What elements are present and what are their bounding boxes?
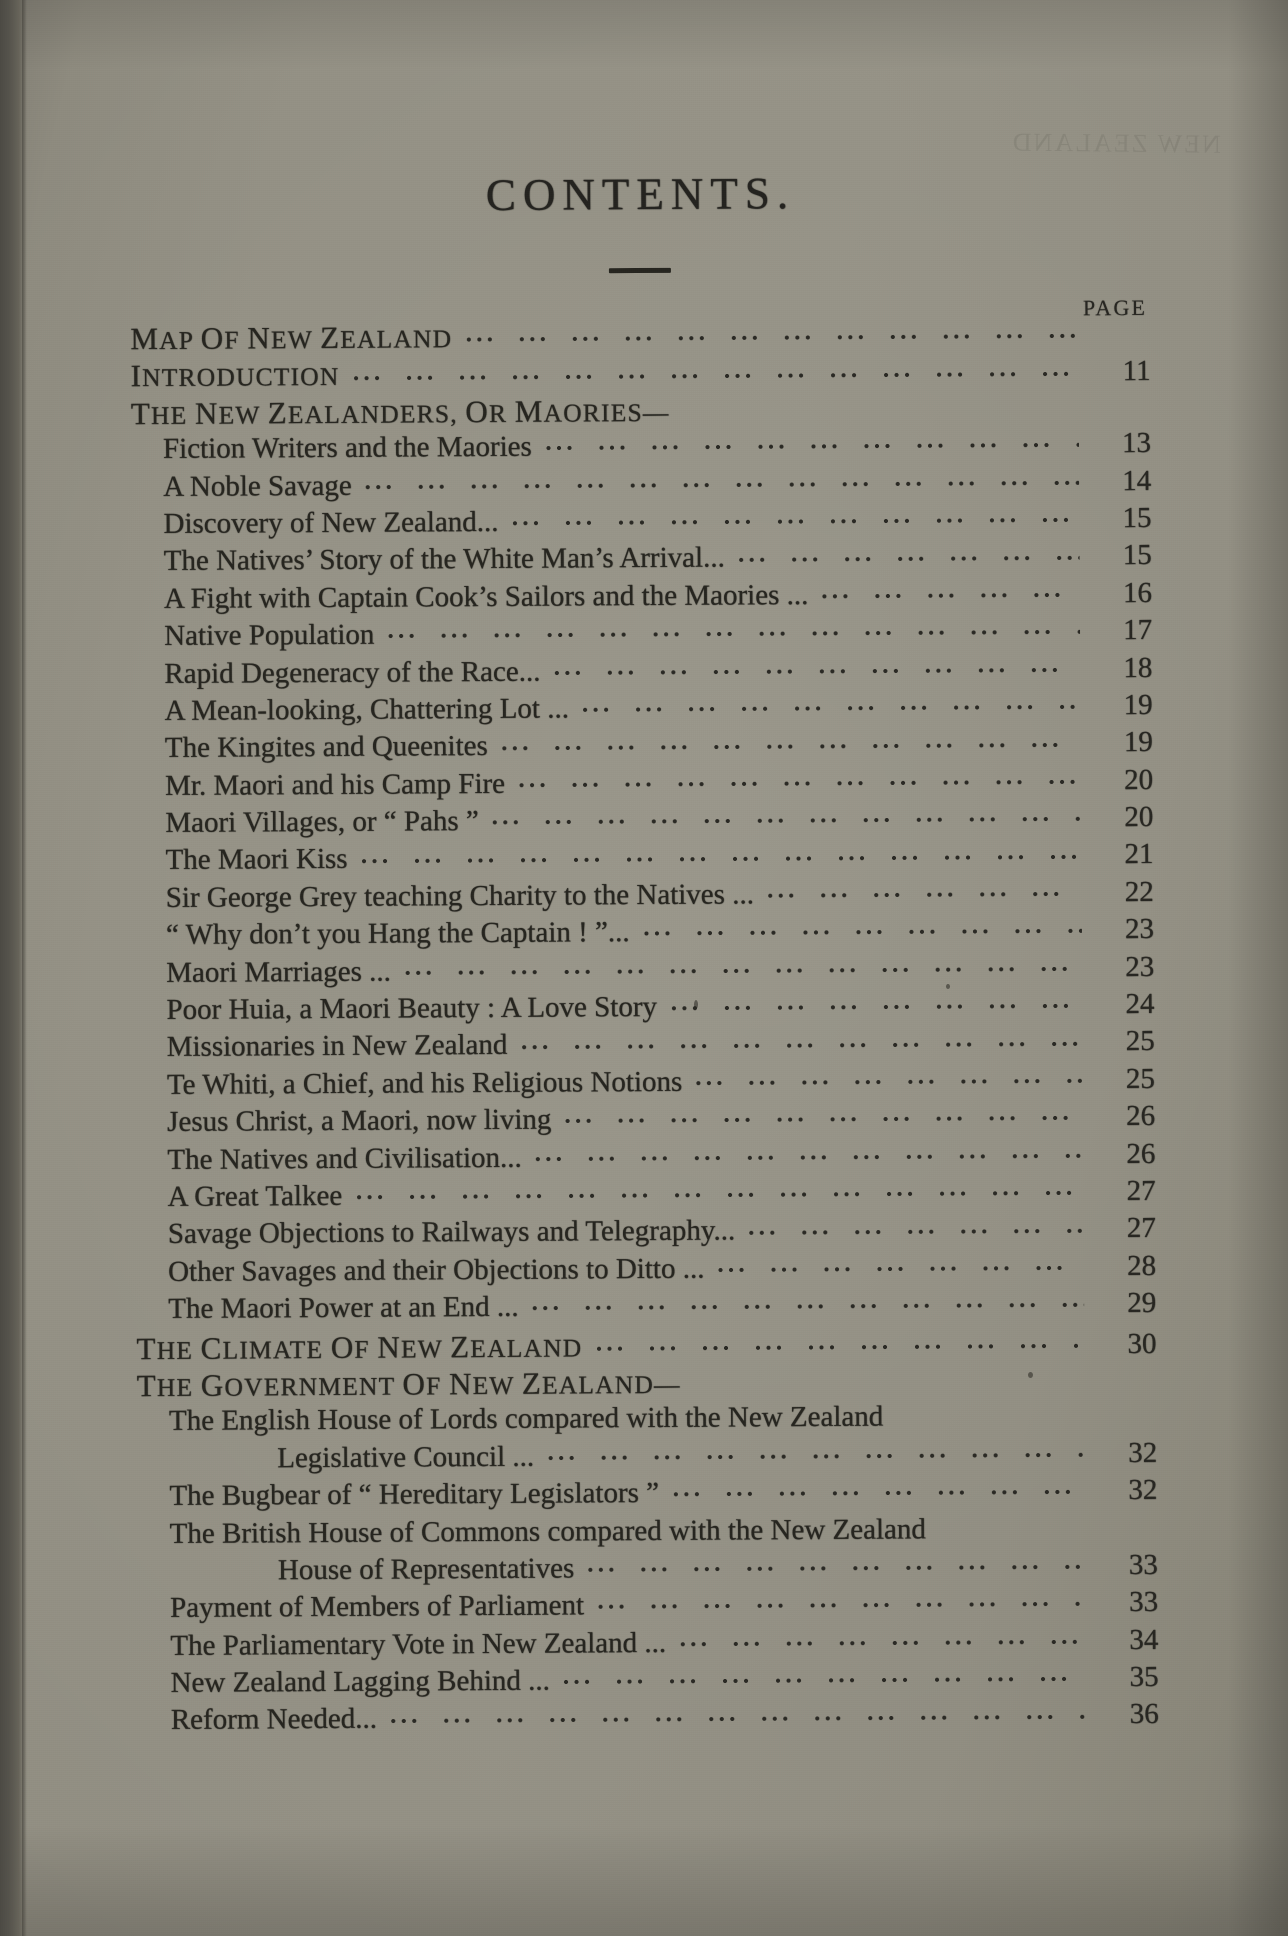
bottom-edge-shadow (0, 1826, 1288, 1936)
leader-dots (512, 511, 1079, 530)
toc-entry-label: Reform Needed... (170, 1703, 378, 1737)
toc-entry-label: MAP OF NEW ZEALAND (130, 319, 453, 357)
toc-entry-page-number: 11 (1122, 355, 1151, 388)
leader-dots (519, 773, 1081, 792)
leader-dots (683, 402, 1078, 420)
toc-entry-label: INTRODUCTION (130, 358, 340, 394)
toc-entry-page-number: 24 (1125, 987, 1155, 1021)
toc-entry-page-number: 13 (1121, 427, 1152, 460)
toc-entry[interactable] (131, 464, 1151, 508)
toc-entry-page-number: 15 (1122, 501, 1152, 535)
leader-dots (897, 1409, 1085, 1426)
leader-dots (822, 586, 1080, 604)
toc-entry-page-number: 19 (1123, 688, 1153, 721)
toc-entry-page-number: 23 (1124, 913, 1155, 946)
leader-dots (554, 661, 1080, 680)
toc-entry-label: Fiction Writers and the Maories (162, 430, 532, 466)
toc-entry-page-number: 23 (1125, 950, 1155, 983)
toc-entry[interactable] (133, 689, 1153, 733)
top-edge-shadow (0, 0, 1288, 70)
leader-dots (673, 1483, 1086, 1502)
toc-entry-label: “ Why don’t you Hang the Captain ! ”... (165, 916, 630, 952)
toc-entry-label: The English House of Lords compared with the New Zealand (168, 1400, 884, 1438)
toc-entry[interactable] (132, 577, 1152, 621)
leader-dots (696, 1072, 1083, 1090)
toc-entry-page-number: 32 (1128, 1436, 1158, 1469)
leader-dots (598, 1596, 1086, 1615)
toc-entry[interactable] (132, 539, 1152, 583)
toc-entry-page-number: 26 (1125, 1100, 1156, 1133)
toc-entry[interactable] (139, 1698, 1159, 1742)
toc-entry-label: THE CLIMATE OF NEW ZEALAND (136, 1328, 583, 1366)
toc-entry[interactable] (138, 1661, 1158, 1705)
toc-entry-label: The Maori Kiss (165, 843, 348, 877)
toc-entry-label: Payment of Members of Parliament (169, 1589, 585, 1625)
toc-entry[interactable] (135, 1063, 1155, 1107)
ink-speck (694, 1000, 698, 1009)
toc-entry[interactable] (137, 1362, 1157, 1406)
toc-entry-page-number: 25 (1125, 1062, 1155, 1095)
toc-entry[interactable] (136, 1250, 1156, 1294)
toc-entry-label: Missionaries in New Zealand (166, 1029, 508, 1064)
leader-dots (536, 1147, 1084, 1166)
toc-entry-label: Savage Objections to Railways and Telegraphy... (167, 1214, 736, 1251)
toc-entry[interactable] (136, 1324, 1156, 1368)
toc-entry-page-number: 26 (1126, 1137, 1156, 1170)
toc-entry[interactable] (130, 352, 1150, 396)
leader-dots (680, 1633, 1086, 1651)
toc-entry-label: Te Whiti, a Chief, and his Religious Notions (166, 1065, 683, 1101)
toc-entry-page-number: 33 (1128, 1548, 1158, 1581)
leader-dots (353, 365, 1078, 385)
leader-dots (739, 549, 1080, 567)
toc-entry[interactable] (130, 315, 1150, 359)
leader-dots (768, 885, 1082, 903)
toc-entry-label: House of Representatives (277, 1552, 575, 1587)
toc-entry-label: The Parliamentary Vote in New Zealand ... (170, 1626, 667, 1662)
toc-entry[interactable] (134, 876, 1154, 920)
toc-entry[interactable] (137, 1399, 1157, 1443)
toc-entry-label: The Maori Power at an End ... (168, 1290, 519, 1326)
title-divider-rule (609, 268, 671, 273)
leader-dots (466, 327, 1078, 347)
toc-entry-label: THE GOVERNMENT OF NEW ZEALAND— (136, 1365, 681, 1404)
toc-entry-page-number: 18 (1123, 651, 1153, 684)
leader-dots (565, 1110, 1083, 1129)
toc-entry-label: A Fight with Captain Cook’s Sailors and the Maories ... (163, 578, 809, 615)
leader-dots (583, 698, 1081, 717)
toc-entry[interactable] (133, 726, 1153, 770)
toc-entry-label: Native Population (164, 618, 375, 653)
leader-dots (644, 923, 1082, 942)
page-column-header: PAGE (1082, 294, 1148, 321)
leader-dots (356, 1184, 1083, 1204)
toc-entry[interactable] (136, 1212, 1156, 1256)
toc-entry-label: The Kingites and Queenites (164, 730, 488, 765)
toc-entry-label: The Natives’ Story of the White Man’s Arrival... (163, 541, 725, 578)
toc-entry-label: A Great Talkee (167, 1179, 343, 1213)
toc-entry-label: Mr. Maori and his Camp Fire (164, 767, 506, 802)
toc-entry-label: Other Savages and their Objections to Ditto ... (167, 1252, 705, 1288)
leader-dots (493, 810, 1082, 830)
binding-gutter-edge (22, 0, 27, 1936)
toc-entry-page-number: 16 (1122, 576, 1152, 609)
toc-entry[interactable] (135, 1175, 1155, 1219)
ink-speck (1028, 1372, 1033, 1378)
toc-entry-label: Sir George Grey teaching Charity to the Natives ... (165, 878, 755, 914)
leader-dots (502, 736, 1081, 756)
toc-entry-page-number: 22 (1124, 875, 1154, 908)
toc-entry[interactable] (131, 427, 1151, 471)
toc-entry-page-number: 30 (1127, 1327, 1157, 1360)
leader-dots (391, 1708, 1087, 1728)
leader-dots (940, 1521, 1086, 1538)
ink-speck (946, 984, 950, 989)
toc-entry-label: Discovery of New Zealand... (163, 505, 499, 540)
leader-dots (564, 1670, 1087, 1689)
toc-entry[interactable] (134, 913, 1154, 957)
toc-entry[interactable] (132, 651, 1152, 695)
toc-entry-page-number: 36 (1129, 1698, 1159, 1731)
toc-entry[interactable] (137, 1474, 1157, 1518)
toc-entry-label: The British House of Commons compared with the New Zealand (169, 1512, 926, 1550)
leader-dots (596, 1337, 1084, 1356)
leader-dots (521, 1035, 1082, 1054)
toc-entry-page-number: 27 (1126, 1212, 1156, 1245)
toc-entry[interactable] (138, 1549, 1158, 1593)
toc-entry-label: Poor Huia, a Maori Beauty : A Love Story (166, 990, 658, 1026)
toc-entry-page-number: 29 (1127, 1287, 1157, 1320)
toc-entry[interactable] (138, 1624, 1158, 1668)
toc-entry-page-number: 27 (1126, 1174, 1156, 1208)
toc-entry-page-number: 21 (1124, 838, 1154, 871)
leader-dots (588, 1558, 1086, 1577)
toc-entry-page-number: 33 (1128, 1586, 1159, 1619)
table-of-contents-list (130, 315, 1159, 1742)
toc-entry-label: A Noble Savage (163, 469, 352, 503)
toc-entry-label: Maori Marriages ... (166, 955, 391, 989)
toc-entry[interactable] (138, 1511, 1158, 1555)
toc-entry-label: New Zealand Lagging Behind ... (170, 1664, 550, 1699)
toc-entry[interactable] (137, 1437, 1157, 1481)
toc-entry-page-number: 20 (1124, 800, 1154, 834)
toc-entry-page-number: 35 (1129, 1660, 1159, 1694)
toc-entry[interactable] (135, 1025, 1155, 1069)
leader-dots (671, 997, 1083, 1016)
leader-dots (362, 848, 1082, 868)
toc-entry-page-number: 28 (1126, 1249, 1157, 1282)
facing-page-showthrough: NEW ZEALAND (1010, 127, 1221, 159)
leader-dots (405, 960, 1082, 980)
toc-entry-label: Jesus Christ, a Maori, now living (167, 1103, 552, 1139)
toc-entry[interactable] (134, 988, 1154, 1032)
leader-dots (533, 1296, 1085, 1315)
toc-entry-page-number: 17 (1123, 614, 1153, 647)
toc-entry-label: Rapid Degeneracy of the Race... (164, 655, 541, 690)
leader-dots (548, 1446, 1085, 1465)
toc-entry-label: Legislative Council ... (277, 1440, 535, 1474)
toc-entry-page-number: 19 (1123, 726, 1153, 759)
toc-entry[interactable] (131, 502, 1151, 546)
toc-entry[interactable] (133, 764, 1153, 808)
toc-entry[interactable] (138, 1586, 1158, 1630)
toc-entry[interactable] (131, 390, 1151, 434)
toc-entry-page-number: 15 (1122, 539, 1152, 572)
leader-dots (749, 1222, 1084, 1240)
toc-entry[interactable] (135, 1100, 1155, 1144)
toc-entry[interactable] (132, 614, 1152, 658)
toc-entry[interactable] (134, 951, 1154, 995)
toc-entry-label: Maori Villages, or “ Pahs ” (165, 805, 479, 840)
toc-entry[interactable] (133, 801, 1153, 845)
leader-dots (546, 437, 1079, 456)
toc-entry-page-number: 32 (1128, 1473, 1158, 1507)
toc-entry[interactable] (135, 1137, 1155, 1181)
toc-entry-page-number: 25 (1125, 1025, 1155, 1058)
toc-entry-label: A Mean-looking, Chattering Lot ... (164, 692, 570, 727)
toc-entry[interactable] (136, 1287, 1156, 1331)
toc-entry-page-number: 14 (1122, 464, 1152, 497)
right-edge-shadow (1228, 0, 1288, 1936)
leader-dots (695, 1374, 1085, 1392)
leader-dots (366, 474, 1080, 494)
toc-entry[interactable] (133, 838, 1153, 882)
toc-entry-page-number: 34 (1129, 1623, 1159, 1656)
toc-entry-label: THE NEW ZEALANDERS, OR MAORIES— (130, 393, 670, 431)
toc-entry-page-number: 20 (1123, 763, 1154, 796)
toc-entry-label: The Natives and Civilisation... (167, 1141, 522, 1176)
toc-entry-label: The Bugbear of “ Hereditary Legislators ” (169, 1477, 660, 1513)
leader-dots (718, 1259, 1084, 1277)
leader-dots (388, 623, 1080, 643)
page-title: CONTENTS. (485, 168, 796, 220)
